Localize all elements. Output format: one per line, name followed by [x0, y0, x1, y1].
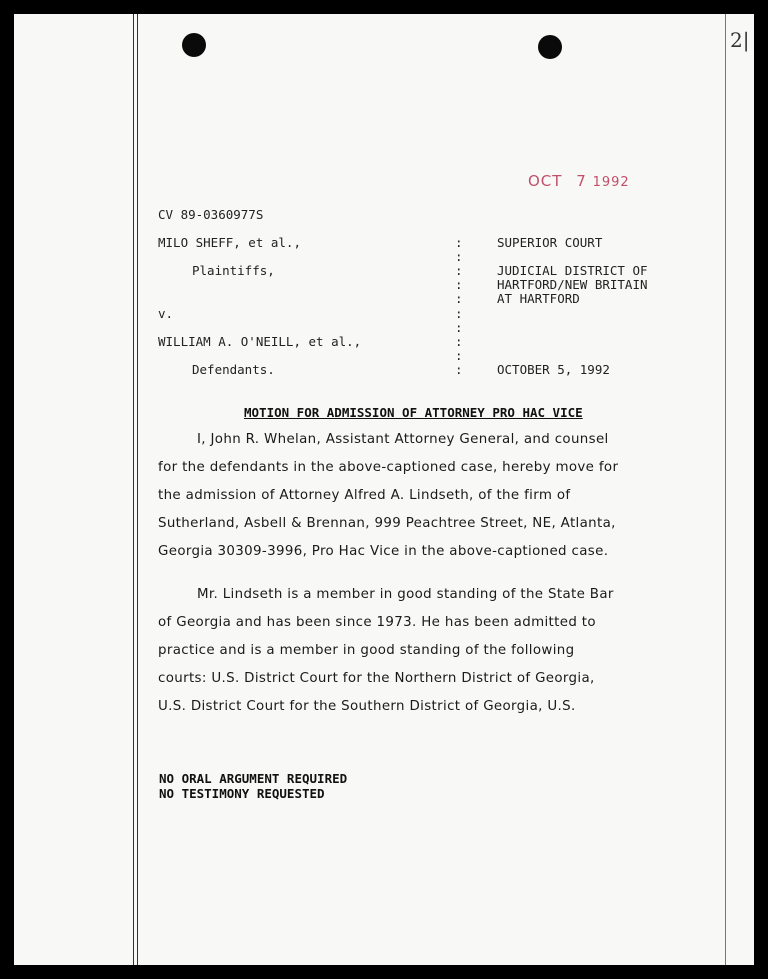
- caption-colon: :: [455, 306, 463, 321]
- caption-colon: :: [455, 348, 463, 363]
- left-margin-rule: [133, 14, 134, 965]
- motion-title: MOTION FOR ADMISSION OF ATTORNEY PRO HAC VICE: [244, 405, 583, 420]
- received-date-stamp: [528, 172, 630, 190]
- versus: v.: [158, 306, 174, 321]
- caption-colon: :: [455, 249, 463, 264]
- plaintiff-role: Plaintiffs,: [192, 263, 275, 278]
- caption-colon: :: [455, 320, 463, 335]
- paragraph1-line: for the defendants in the above-captioned case, hereby move for: [158, 460, 619, 475]
- court-name: SUPERIOR COURT: [497, 235, 603, 250]
- plaintiff-name: MILO SHEFF, et al.,: [158, 235, 301, 250]
- right-margin-rule: [725, 14, 726, 965]
- caption-colon: :: [455, 235, 463, 250]
- stamp-year: 1992: [592, 175, 630, 190]
- paragraph2-line: Mr. Lindseth is a member in good standing of the State Bar: [197, 587, 614, 602]
- paragraph1-line: the admission of Attorney Alfred A. Lindseth, of the firm of: [158, 488, 571, 503]
- defendant-role: Defendants.: [192, 362, 275, 377]
- caption-colon: :: [455, 263, 463, 278]
- paragraph2-line: courts: U.S. District Court for the Northern District of Georgia,: [158, 671, 595, 686]
- caption-colon: :: [455, 362, 463, 377]
- filing-date: OCTOBER 5, 1992: [497, 362, 610, 377]
- paragraph2-line: U.S. District Court for the Southern District of Georgia, U.S.: [158, 699, 576, 714]
- caption-colon: :: [455, 291, 463, 306]
- document-page: [14, 14, 754, 965]
- defendant-name: WILLIAM A. O'NEILL, et al.,: [158, 334, 362, 349]
- paragraph1-line: Sutherland, Asbell & Brennan, 999 Peachtree Street, NE, Atlanta,: [158, 516, 616, 531]
- paragraph1-line: Georgia 30309-3996, Pro Hac Vice in the above-captioned case.: [158, 544, 609, 559]
- judicial-district-line2: HARTFORD/NEW BRITAIN: [497, 277, 648, 292]
- stamp-month: OCT: [528, 172, 563, 190]
- stamp-day: 7: [576, 172, 587, 190]
- paragraph2-line: of Georgia and has been since 1973. He has been admitted to: [158, 615, 596, 630]
- left-margin-rule-inner: [137, 14, 138, 965]
- notice-no-testimony: NO TESTIMONY REQUESTED: [159, 786, 325, 801]
- notice-no-oral-argument: NO ORAL ARGUMENT REQUIRED: [159, 771, 348, 786]
- page-number: 2|: [730, 28, 750, 52]
- punch-hole-right: [538, 35, 562, 59]
- paragraph2-line: practice and is a member in good standing of the following: [158, 643, 575, 658]
- judicial-district-line1: JUDICIAL DISTRICT OF: [497, 263, 648, 278]
- punch-hole-left: [182, 33, 206, 57]
- caption-colon: :: [455, 334, 463, 349]
- docket-number: CV 89-0360977S: [158, 207, 264, 222]
- caption-colon: :: [455, 277, 463, 292]
- paragraph1-line: I, John R. Whelan, Assistant Attorney General, and counsel: [197, 432, 609, 447]
- judicial-district-line3: AT HARTFORD: [497, 291, 580, 306]
